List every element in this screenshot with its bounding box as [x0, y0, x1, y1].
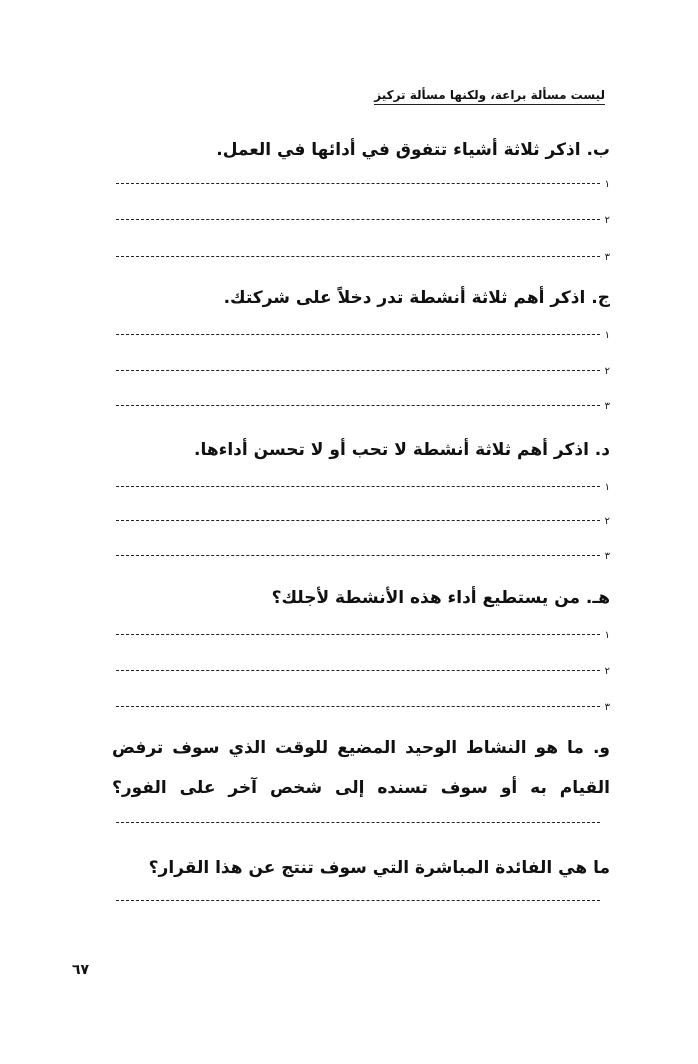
- question-w: و. ما هو النشاط الوحيد المضيع للوقت الذي سوف ترفض القيام به أو سوف تسنده إلى شخص آخر على الفور؟: [112, 738, 610, 798]
- answer-line[interactable]: [116, 334, 600, 335]
- answer-line[interactable]: [116, 219, 600, 220]
- item-number: ٣: [604, 252, 610, 263]
- item-number: ٢: [604, 516, 610, 527]
- item-number: ٢: [604, 366, 610, 377]
- answer-line[interactable]: [116, 900, 600, 901]
- page-number: ٦٧: [72, 962, 90, 978]
- answer-line[interactable]: [116, 520, 600, 521]
- item-number: ٣: [604, 702, 610, 713]
- answer-line[interactable]: [116, 822, 600, 823]
- item-number: ١: [604, 179, 610, 190]
- answer-line[interactable]: [116, 183, 600, 184]
- item-number: ١: [604, 630, 610, 641]
- question-benefit: ما هي الفائدة المباشرة التي سوف تنتج عن هذا القرار؟: [148, 858, 610, 878]
- answer-line[interactable]: [116, 256, 600, 257]
- running-header: ليست مسألة براعة، ولكنها مسألة تركيز: [374, 88, 605, 105]
- answer-line[interactable]: [116, 370, 600, 371]
- answer-line[interactable]: [116, 634, 600, 635]
- item-number: ٢: [604, 666, 610, 677]
- answer-line[interactable]: [116, 486, 600, 487]
- answer-line[interactable]: [116, 670, 600, 671]
- item-number: ٣: [604, 401, 610, 412]
- item-number: ١: [604, 482, 610, 493]
- question-heading: ج. اذكر أهم ثلاثة أنشطة تدر دخلاً على شركتك.: [223, 288, 610, 308]
- question-heading: ب. اذكر ثلاثة أشياء تتفوق في أدائها في العمل.: [216, 140, 610, 160]
- question-heading: د. اذكر أهم ثلاثة أنشطة لا تحب أو لا تحسن أداءها.: [194, 440, 610, 460]
- question-heading: هـ. من يستطيع أداء هذه الأنشطة لأجلك؟: [271, 588, 610, 608]
- answer-line[interactable]: [116, 706, 600, 707]
- item-number: ٢: [604, 215, 610, 226]
- answer-line[interactable]: [116, 555, 600, 556]
- item-number: ١: [604, 330, 610, 341]
- answer-line[interactable]: [116, 405, 600, 406]
- item-number: ٣: [604, 551, 610, 562]
